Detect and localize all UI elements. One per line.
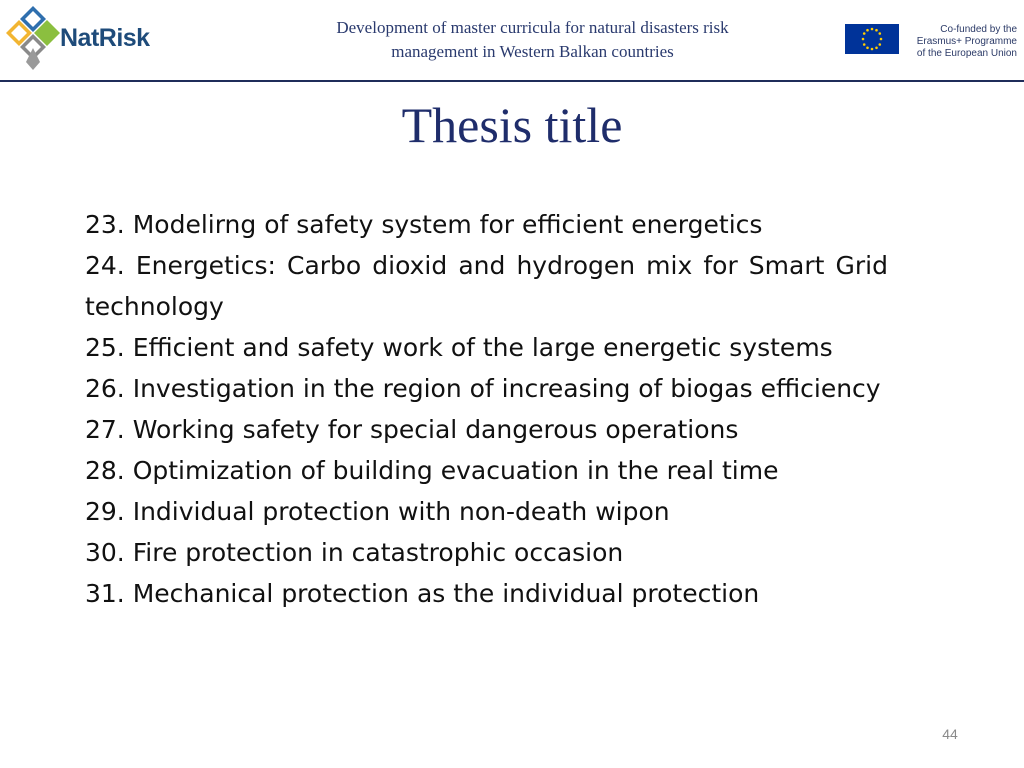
eu-text-line3: of the European Union xyxy=(916,48,1017,59)
eu-text-line2: Erasmus+ Programme xyxy=(916,36,1017,47)
list-item: 30. Fire protection in catastrophic occasion xyxy=(85,538,624,567)
list-item: 24. Energetics: Carbo dioxid and hydrogen mix for Smart Grid technology xyxy=(85,251,888,321)
list-item: 25. Efficient and safety work of the large energetic systems xyxy=(85,333,833,362)
thesis-list xyxy=(85,204,888,614)
eu-cofunded-text xyxy=(905,24,1017,60)
logo-text: NatRisk xyxy=(60,24,150,52)
list-item: 23. Modelirng of safety system for efficient energetics xyxy=(85,210,763,239)
list-item: 27. Working safety for special dangerous operations xyxy=(85,415,739,444)
eu-text-line1: Co-funded by the xyxy=(940,24,1017,35)
slide-title: Thesis title xyxy=(401,97,623,153)
page-number: 44 xyxy=(942,726,958,742)
project-title-line2: management in Western Balkan countries xyxy=(391,42,674,61)
natrisk-logo xyxy=(6,6,166,70)
list-item: 31. Mechanical protection as the individual protection xyxy=(85,579,760,608)
diamond-logo-icon xyxy=(6,6,60,70)
list-item: 28. Optimization of building evacuation in the real time xyxy=(85,456,779,485)
list-item: 26. Investigation in the region of increasing of biogas efficiency xyxy=(85,374,881,403)
slide-header xyxy=(0,0,1024,82)
list-item: 29. Individual protection with non-death wipon xyxy=(85,497,670,526)
eu-flag-icon xyxy=(845,24,899,54)
project-title-line1: Development of master curricula for natural disasters risk xyxy=(336,18,729,37)
project-title xyxy=(260,16,805,64)
